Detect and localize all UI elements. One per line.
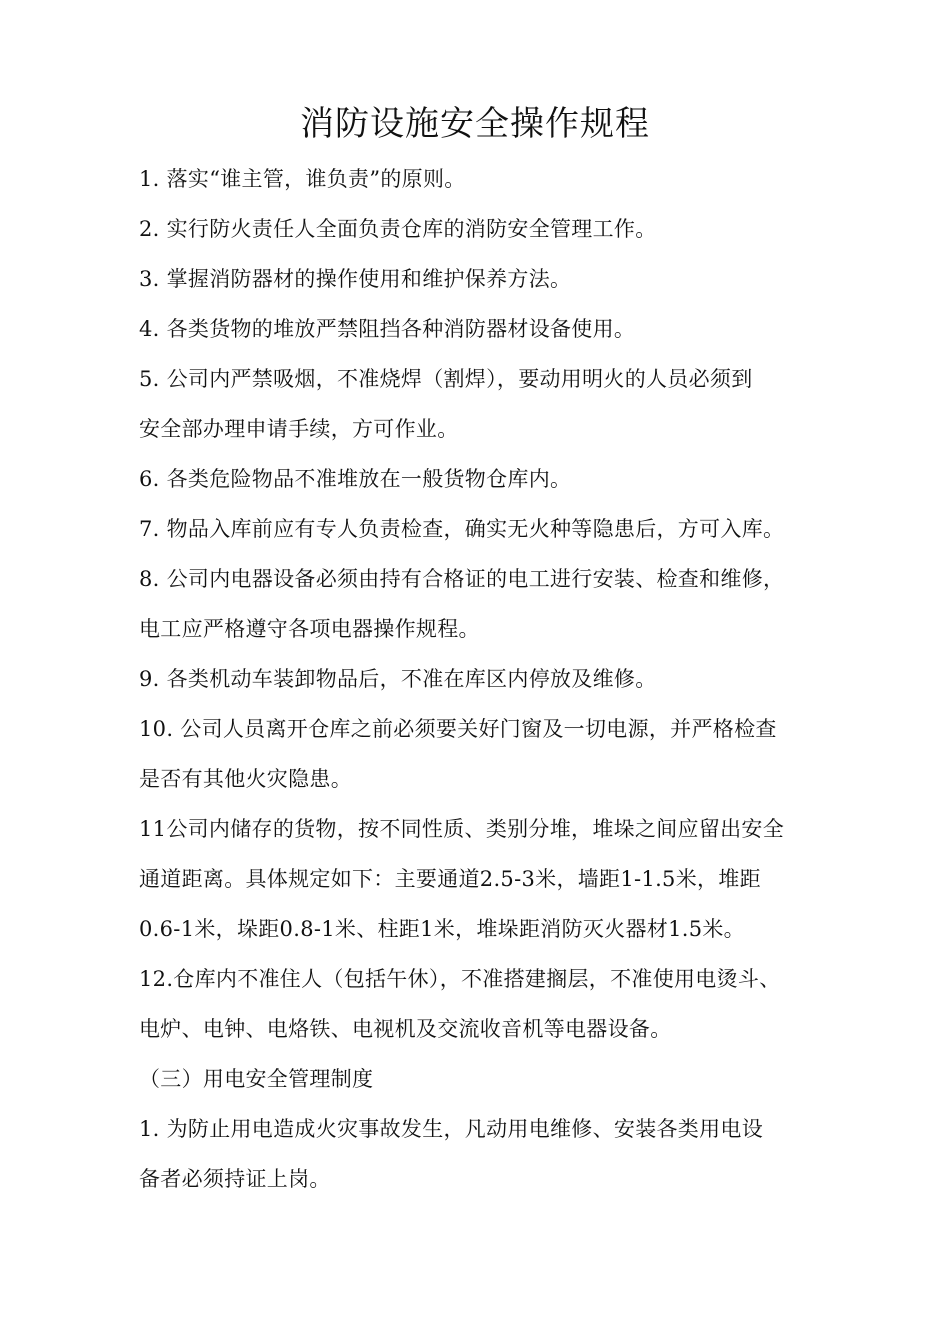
text-line: 1. 落实“谁主管，谁负责”的原则。 [139,167,466,191]
text-line: 12.仓库内不准住人（包括午休），不准搭建搁层，不准使用电烫斗、 [139,967,781,991]
text-line: 4. 各类货物的堆放严禁阻挡各种消防器材设备使用。 [139,317,636,341]
text-line: 11公司内储存的货物，按不同性质、类别分堆，堆垛之间应留出安全 [139,817,785,841]
section-heading: （三）用电安全管理制度 [139,1067,374,1091]
text-line: 5. 公司内严禁吸烟，不准烧焊（割焊），要动用明火的人员必须到 [139,367,753,391]
text-line: 电炉、电钟、电烙铁、电视机及交流收音机等电器设备。 [139,1017,672,1041]
text-line: 3. 掌握消防器材的操作使用和维护保养方法。 [139,267,572,291]
text-line: 6. 各类危险物品不准堆放在一般货物仓库内。 [139,467,572,491]
text-line: 电工应严格遵守各项电器操作规程。 [139,617,480,641]
text-line: 备者必须持证上岗。 [139,1167,331,1191]
text-line: 9. 各类机动车装卸物品后，不准在库区内停放及维修。 [139,667,657,691]
document-body [139,154,829,1204]
text-line: 10. 公司人员离开仓库之前必须要关好门窗及一切电源，并严格检查 [139,717,777,741]
text-line: 是否有其他火灾隐患。 [139,767,352,791]
text-line: 安全部办理申请手续，方可作业。 [139,417,459,441]
document-title: 消防设施安全操作规程 [300,104,650,144]
text-line: 0.6-1米，垛距0.8-1米、柱距1米，堆垛距消防灭火器材1.5米。 [139,917,745,941]
text-line: 1. 为防止用电造成火灾事故发生，凡动用电维修、安装各类用电设 [139,1117,764,1141]
text-line: 8. 公司内电器设备必须由持有合格证的电工进行安装、检查和维修， [139,567,785,591]
text-line: 通道距离。具体规定如下：主要通道2.5-3米，墙距1-1.5米，堆距 [139,867,761,891]
text-line: 2. 实行防火责任人全面负责仓库的消防安全管理工作。 [139,217,657,241]
text-line: 7. 物品入库前应有专人负责检查，确实无火种等隐患后，方可入库。 [139,517,785,541]
